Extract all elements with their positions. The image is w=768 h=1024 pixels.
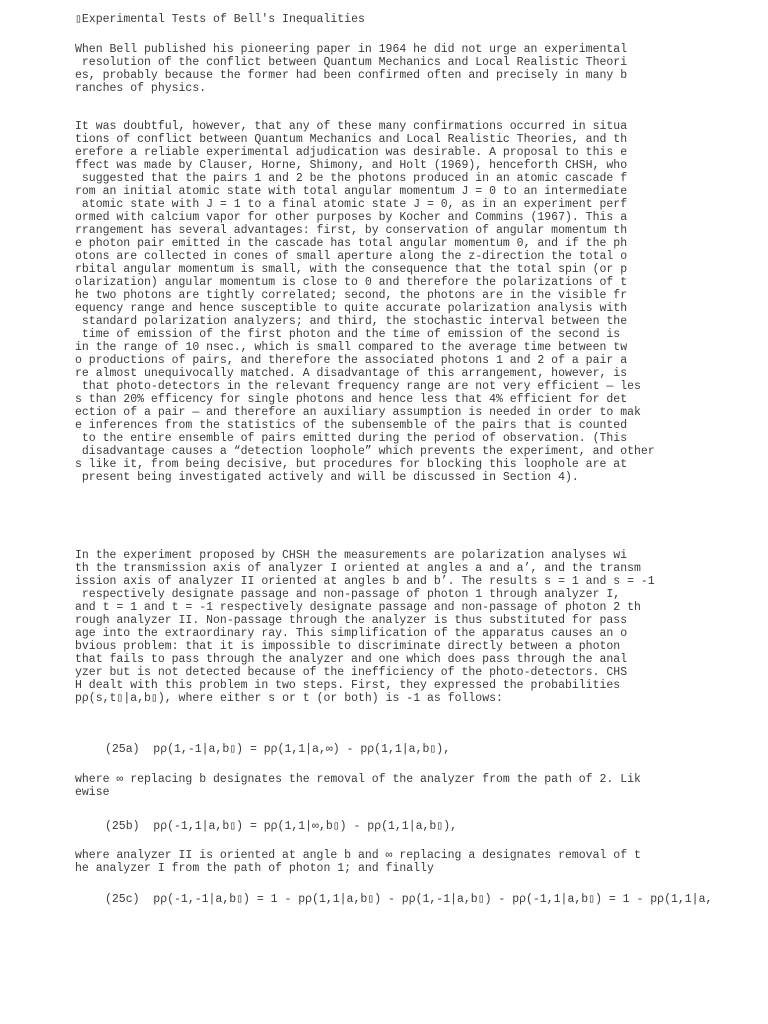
text-line: bvious problem: that it is impossible to discriminate directly between a photon [75, 640, 621, 653]
text-line: standard polarization analyzers; and third, the stochastic interval between the [75, 315, 628, 328]
text-line: atomic state with J = 1 to a final atomic state J = 0, as in an experiment perf [75, 198, 628, 211]
text-line: ormed with calcium vapor for other purposes by Kocher and Commins (1967). This a [75, 211, 628, 224]
text-line: tions of conflict between Quantum Mechanics and Local Realistic Theories, and th [75, 133, 628, 146]
text-line: time of emission of the first photon and the time of emission of the second is [75, 328, 621, 341]
equation-25c: (25c) pρ(-1,-1|a,b▯) = 1 - pρ(1,1|a,b▯) - pρ(1,-1|a,b▯) - pρ(-1,1|a,b▯) = 1 - pρ(1,1|a, [105, 893, 713, 906]
text-line: otons are collected in cones of small aperture along the z-direction the total o [75, 250, 628, 263]
text-line: erefore a reliable experimental adjudication was desirable. A proposal to this e [75, 146, 628, 159]
text-line: to the entire ensemble of pairs emitted during the period of observation. (This [75, 432, 628, 445]
text-line: present being investigated actively and will be discussed in Section 4). [75, 471, 579, 484]
text-line: e inferences from the statistics of the subensemble of the pairs that is counted [75, 419, 628, 432]
text-line: where ∞ replacing b designates the removal of the analyzer from the path of 2. Lik [75, 773, 641, 786]
text-line: that fails to pass through the analyzer and one which does pass through the anal [75, 653, 628, 666]
text-line: o productions of pairs, and therefore the associated photons 1 and 2 of a pair a [75, 354, 628, 367]
text-line: ranches of physics. [75, 82, 207, 95]
text-line: When Bell published his pioneering paper in 1964 he did not urge an experimental [75, 43, 628, 56]
text-line: rom an initial atomic state with total angular momentum J = 0 to an intermediate [75, 185, 628, 198]
text-line: and t = 1 and t = -1 respectively designate passage and non-passage of photon 2 th [75, 601, 641, 614]
text-line: resolution of the conflict between Quantum Mechanics and Local Realistic Theori [75, 56, 628, 69]
text-line: es, probably because the former had been confirmed often and precisely in many b [75, 69, 628, 82]
text-line: re almost unequivocally matched. A disadvantage of this arrangement, however, is [75, 367, 628, 380]
text-line: e photon pair emitted in the cascade has total angular momentum 0, and if the ph [75, 237, 628, 250]
text-line: ewise [75, 786, 110, 799]
text-line: s like it, from being decisive, but procedures for blocking this loophole are at [75, 458, 628, 471]
text-line: ection of a pair — and therefore an auxiliary assumption is needed in order to mak [75, 406, 641, 419]
text-line: disadvantage causes a “detection loophole” which prevents the experiment, and other [75, 445, 655, 458]
text-line: olarization) angular momentum is close to 0 and therefore the polarizations of t [75, 276, 628, 289]
text-line: ffect was made by Clauser, Horne, Shimony, and Holt (1969), henceforth CHSH, who [75, 159, 628, 172]
text-line: rbital angular momentum is small, with the consequence that the total spin (or p [75, 263, 628, 276]
text-line: where analyzer II is oriented at angle b and ∞ replacing a designates removal of t [75, 849, 641, 862]
equation-25b: (25b) pρ(-1,1|a,b▯) = pρ(1,1|∞,b▯) - pρ(1,1|a,b▯), [105, 820, 458, 833]
text-line: in the range of 10 nsec., which is small compared to the average time between tw [75, 341, 628, 354]
text-line: rough analyzer II. Non-passage through the analyzer is thus substituted for pass [75, 614, 628, 627]
text-line: In the experiment proposed by CHSH the measurements are polarization analyses wi [75, 549, 628, 562]
text-line: th the transmission axis of analyzer I oriented at angles a and a’, and the transm [75, 562, 641, 575]
text-line: ission axis of analyzer II oriented at angles b and b’. The results s = 1 and s = -1 [75, 575, 655, 588]
text-line: yzer but is not detected because of the inefficiency of the photo-detectors. CHS [75, 666, 628, 679]
document-title: ▯Experimental Tests of Bell's Inequalities [75, 13, 365, 26]
text-line: that photo-detectors in the relevant frequency range are not very efficient — les [75, 380, 641, 393]
text-line: equency range and hence susceptible to quite accurate polarization analysis with [75, 302, 628, 315]
text-line: pρ(s,t▯|a,b▯), where either s or t (or both) is -1 as follows: [75, 692, 503, 705]
text-line: he analyzer I from the path of photon 1; and finally [75, 862, 434, 875]
text-line: age into the extraordinary ray. This simplification of the apparatus causes an o [75, 627, 628, 640]
text-line: rrangement has several advantages: first, by conservation of angular momentum th [75, 224, 628, 237]
text-line: he two photons are tightly correlated; second, the photons are in the visible fr [75, 289, 628, 302]
text-line: respectively designate passage and non-passage of photon 1 through analyzer I, [75, 588, 621, 601]
text-line: It was doubtful, however, that any of these many confirmations occurred in situa [75, 120, 628, 133]
equation-25a: (25a) pρ(1,-1|a,b▯) = pρ(1,1|a,∞) - pρ(1,1|a,b▯), [105, 743, 451, 756]
text-line: suggested that the pairs 1 and 2 be the photons produced in an atomic cascade f [75, 172, 628, 185]
text-line: H dealt with this problem in two steps. First, they expressed the probabilities [75, 679, 621, 692]
text-line: s than 20% efficency for single photons and hence less that 4% efficient for det [75, 393, 628, 406]
